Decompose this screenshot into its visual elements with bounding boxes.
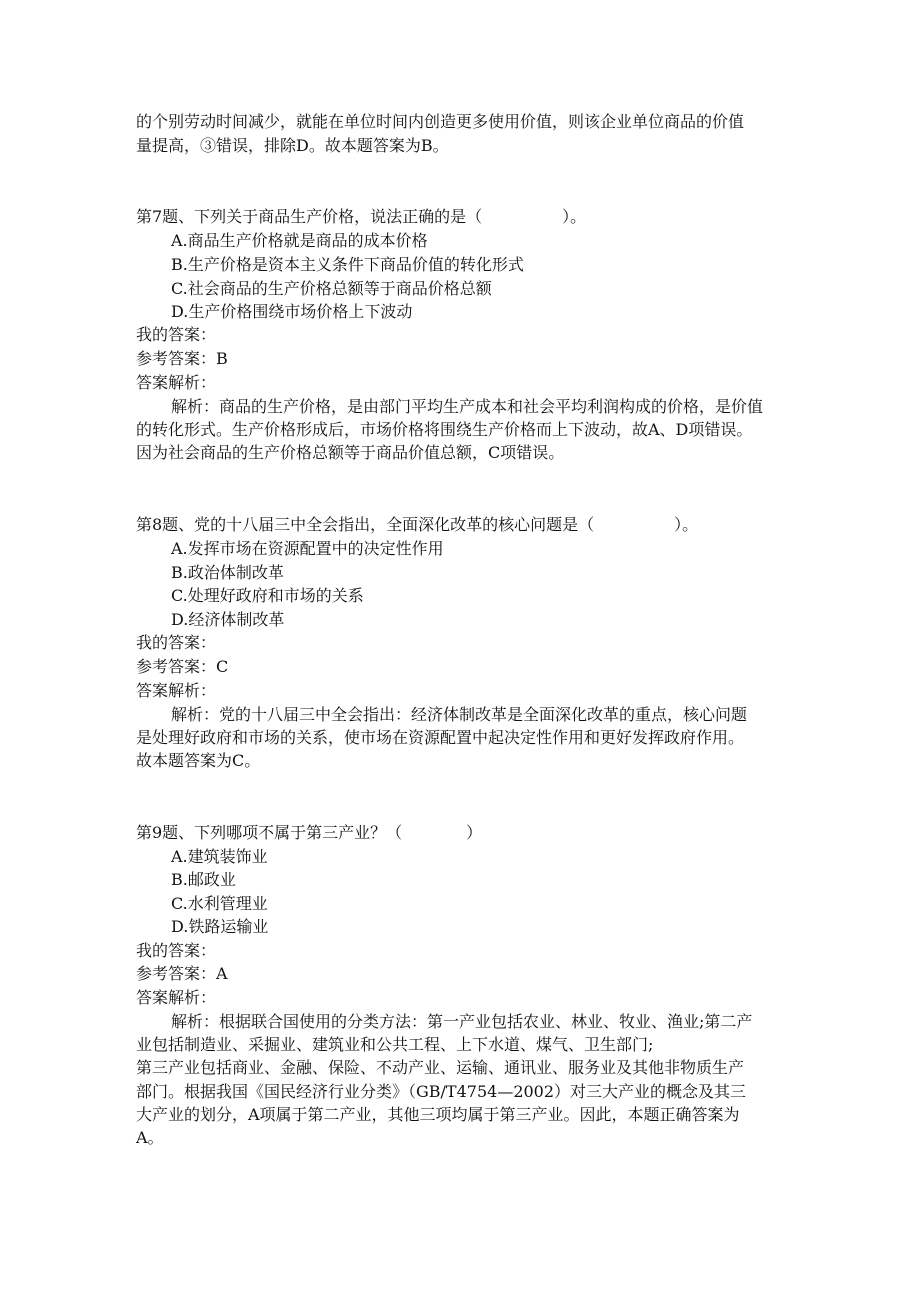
question-9-option-a: A.建筑装饰业 — [171, 847, 268, 866]
question-7-option-d: D.生产价格围绕市场价格上下波动 — [171, 302, 413, 321]
question-8-analysis-line: 解析：党的十八届三中全会指出：经济体制改革是全面深化改革的重点，核心问题 — [171, 705, 748, 724]
question-8-option-a: A.发挥市场在资源配置中的决定性作用 — [171, 539, 444, 558]
question-9-option-b: B.邮政业 — [171, 870, 236, 889]
question-9-analysis-line: 业包括制造业、采掘业、建筑业和公共工程、上下水道、煤气、卫生部门; — [136, 1035, 654, 1054]
question-8-analysis-line: 故本题答案为C。 — [136, 751, 261, 770]
question-9-analysis-line: 第三产业包括商业、金融、保险、不动产业、运输、通讯业、服务业及其他非物质生产 — [136, 1058, 745, 1077]
question-7-my-answer: 我的答案： — [136, 325, 217, 344]
question-7-title: 第7题、下列关于商品生产价格，说法正确的是（ ）。 — [136, 207, 587, 226]
question-8-my-answer: 我的答案： — [136, 633, 217, 652]
question-9-analysis-line: 大产业的划分，A项属于第二产业，其他三项均属于第三产业。因此，本题正确答案为 — [136, 1105, 740, 1124]
question-8-title: 第8题、党的十八届三中全会指出，全面深化改革的核心问题是（ ）。 — [136, 515, 699, 534]
question-9-title: 第9题、下列哪项不属于第三产业？（ ） — [136, 823, 483, 842]
question-7-analysis-line: 解析：商品的生产价格，是由部门平均生产成本和社会平均利润构成的价格，是价值 — [171, 397, 764, 416]
question-7-option-c: C.社会商品的生产价格总额等于商品价格总额 — [171, 279, 492, 298]
question-9-my-answer: 我的答案： — [136, 941, 217, 960]
question-8-ref-answer: 参考答案：C — [136, 657, 229, 676]
question-8-option-d: D.经济体制改革 — [171, 610, 285, 629]
question-7-analysis-line: 的转化形式。生产价格形成后，市场价格将围绕生产价格而上下波动，故A、D项错误。 — [136, 420, 753, 439]
question-8-option-c: C.处理好政府和市场的关系 — [171, 586, 364, 605]
question-9-ref-answer: 参考答案：A — [136, 964, 228, 983]
question-7-analysis-label: 答案解析： — [136, 373, 217, 392]
question-8-analysis-line: 是处理好政府和市场的关系，使市场在资源配置中起决定性作用和更好发挥政府作用。 — [136, 728, 745, 747]
intro-line: 量提高，③错误，排除D。故本题答案为B。 — [136, 136, 449, 155]
question-7-ref-answer: 参考答案：B — [136, 349, 228, 368]
intro-line: 的个别劳动时间减少，就能在单位时间内创造更多使用价值，则该企业单位商品的价值 — [136, 112, 745, 131]
question-9-analysis-label: 答案解析： — [136, 988, 217, 1007]
question-7-option-a: A.商品生产价格就是商品的成本价格 — [171, 231, 428, 250]
question-9-analysis-line: 解析：根据联合国使用的分类方法：第一产业包括农业、林业、牧业、渔业;第二产 — [171, 1012, 753, 1031]
question-7-analysis-line: 因为社会商品的生产价格总额等于商品价值总额，C项错误。 — [136, 443, 565, 462]
question-8-analysis-label: 答案解析： — [136, 681, 217, 700]
question-9-analysis-line: A。 — [136, 1128, 164, 1147]
question-9-option-d: D.铁路运输业 — [171, 917, 269, 936]
question-9-analysis-line: 部门。根据我国《国民经济行业分类》（GB/T4754—2002）对三大产业的概念及其三 — [136, 1082, 747, 1101]
question-9-option-c: C.水利管理业 — [171, 894, 268, 913]
question-7-option-b: B.生产价格是资本主义条件下商品价值的转化形式 — [171, 255, 524, 274]
question-8-option-b: B.政治体制改革 — [171, 563, 284, 582]
